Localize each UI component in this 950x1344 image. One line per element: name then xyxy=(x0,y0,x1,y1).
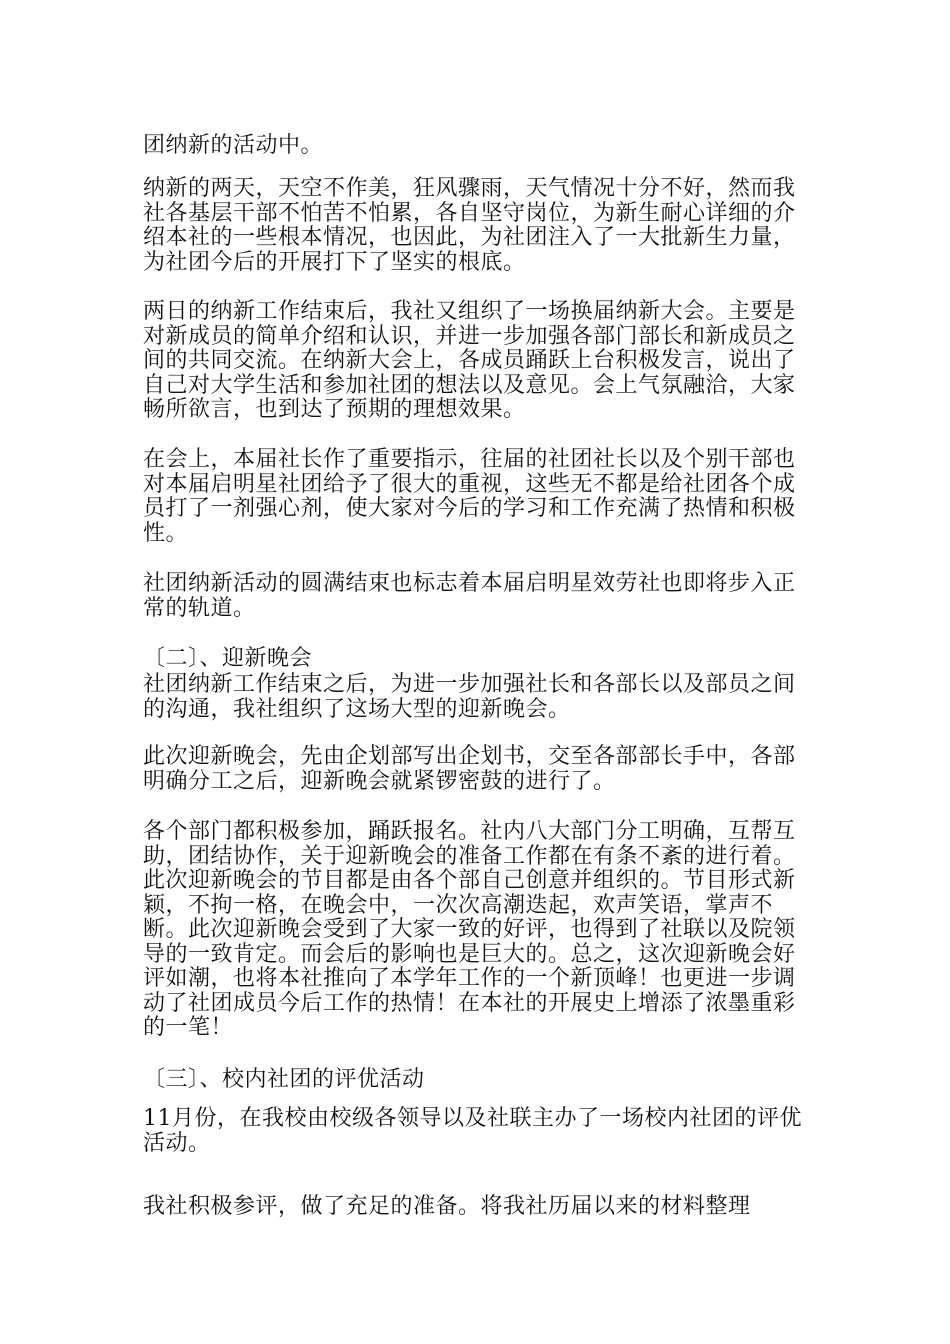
paragraph-recruitment-days: 纳新的两天，天空不作美，狂风骤雨，天气情况十分不好，然而我社各基层干部不怕苦不怕累，各自坚守岗位，为新生耐心详细的介绍本社的一些根本情况，也因此，为社团注入了一大批新生力量，为社团今后的开展打下了坚实的根底。 xyxy=(143,176,796,275)
paragraph-recruitment-conclusion: 社团纳新活动的圆满结束也标志着本届启明星效劳社也即将步入正常的轨道。 xyxy=(143,571,796,621)
section-heading-club-evaluation: 〔三〕、校内社团的评优活动 xyxy=(143,1067,425,1092)
paragraph-evaluation-intro: 11月份，在我校由校级各领导以及社联主办了一场校内社团的评优活动。 xyxy=(143,1106,802,1156)
paragraph-evaluation-preparation: 我社积极参评，做了充足的准备。将我社历届以来的材料整理 xyxy=(143,1194,751,1219)
paragraph-intro-fragment: 团纳新的活动中。 xyxy=(143,133,324,158)
paragraph-welcome-party-intro: 社团纳新工作结束之后，为进一步加强社长和各部长以及部员之间的沟通，我社组织了这场大型的迎新晚会。 xyxy=(143,672,796,722)
paragraph-welcome-party-planning: 此次迎新晚会，先由企划部写出企划书，交至各部部长手中，各部明确分工之后，迎新晚会就紧锣密鼓的进行了。 xyxy=(143,744,796,794)
paragraph-welcome-party-details: 各个部门都积极参加，踊跃报名。社内八大部门分工明确，互帮互助，团结协作，关于迎新晚会的准备工作都在有条不紊的进行着。此次迎新晚会的节目都是由各个部自己创意并组织的。节目形式新颖，不拘一格，在晚会中，一次次高潮迭起，欢声笑语，掌声不断。此次迎新晚会受到了大家一致的好评，也得到了社联以及院领导的一致肯定。而会后的影响也是巨大的。总之，这次迎新晚会好评如潮，也将本社推向了本学年工作的一个新顶峰！也更进一步调动了社团成员今后工作的热情！在本社的开展史上增添了浓墨重彩的一笔！ xyxy=(143,819,796,1040)
paragraph-president-speech: 在会上，本届社长作了重要指示，往届的社团社长以及个别干部也对本届启明星社团给予了很大的重视，这些无不都是给社团各个成员打了一剂强心剂，使大家对今后的学习和工作充满了热情和积极性。 xyxy=(143,447,796,546)
section-heading-welcome-party: 〔二〕、迎新晚会 xyxy=(143,646,313,671)
paragraph-recruitment-meeting: 两日的纳新工作结束后，我社又组织了一场换届纳新大会。主要是对新成员的简单介绍和认识，并进一步加强各部门部长和新成员之间的共同交流。在纳新大会上，各成员踊跃上台积极发言，说出了自己对大学生活和参加社团的想法以及意见。会上气氛融洽，大家畅所欲言，也到达了预期的理想效果。 xyxy=(143,299,796,422)
